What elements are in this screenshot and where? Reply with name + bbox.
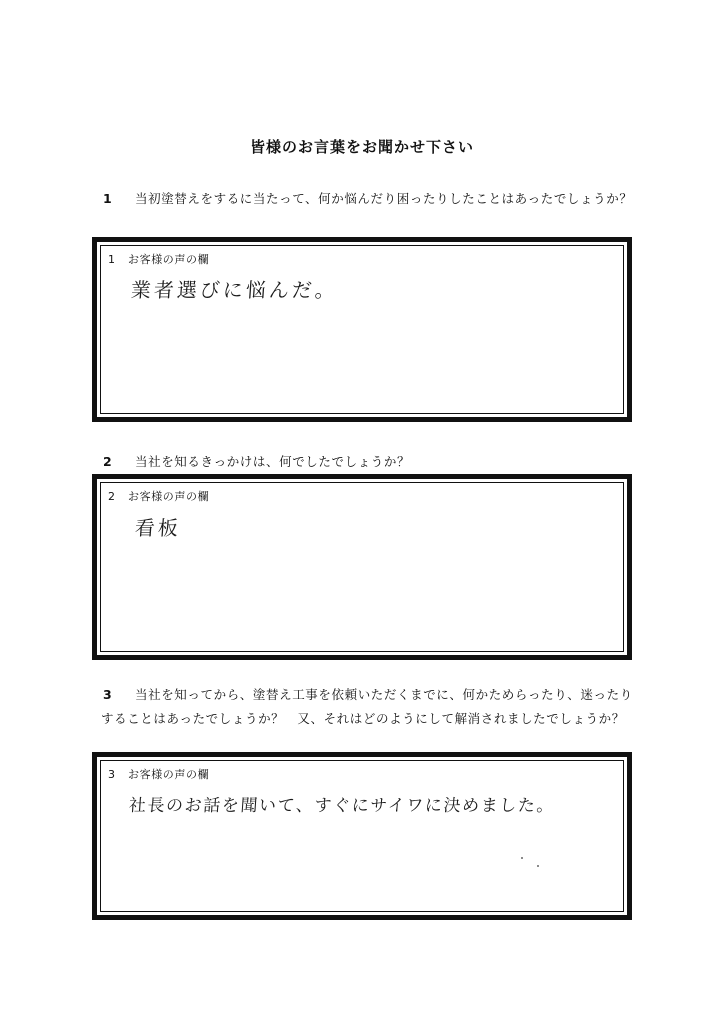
- question-text: 当初塗替えをするに当たって、何か悩んだり困ったりしたことはあったでしょうか？: [135, 191, 633, 206]
- answer-box-caption: お客様の声の欄: [128, 253, 210, 266]
- answer-box-number: 3: [108, 768, 116, 781]
- answer-box-label: [108, 766, 209, 782]
- handwritten-answer: 社長のお話を聞いて、すぐにサイワに決めました。: [128, 796, 556, 816]
- question-text: 当社を知るきっかけは、何でしたでしょうか？: [135, 454, 411, 469]
- scan-speck: [521, 857, 523, 859]
- handwritten-answer: 業者選びに悩んだ。: [130, 278, 339, 302]
- question-number: 3: [103, 687, 113, 702]
- question-text: 当社を知ってから、塗替え工事を依頼いただくまでに、何かためらったり、迷ったりすることはあったでしょうか？ 又、それはどのようにして解消されましたでしょうか？: [101, 687, 633, 726]
- answer-box-caption: お客様の声の欄: [128, 490, 210, 503]
- question-1: [101, 187, 641, 211]
- question-number: 1: [103, 191, 113, 206]
- question-number: 2: [103, 454, 113, 469]
- handwritten-answer: 看板: [134, 516, 182, 540]
- answer-box-3: [92, 752, 632, 920]
- answer-box-label: [108, 251, 209, 267]
- answer-box-number: 2: [108, 490, 116, 503]
- answer-box-number: 1: [108, 253, 116, 266]
- answer-box-caption: お客様の声の欄: [128, 768, 210, 781]
- answer-box-2: [92, 474, 632, 660]
- answer-box-1: [92, 237, 632, 422]
- page-title: 皆様のお言葉をお聞かせ下さい: [249, 138, 474, 156]
- scan-speck: [537, 865, 539, 867]
- question-3: [101, 683, 641, 731]
- answer-box-label: [108, 488, 209, 504]
- question-2: [101, 450, 641, 474]
